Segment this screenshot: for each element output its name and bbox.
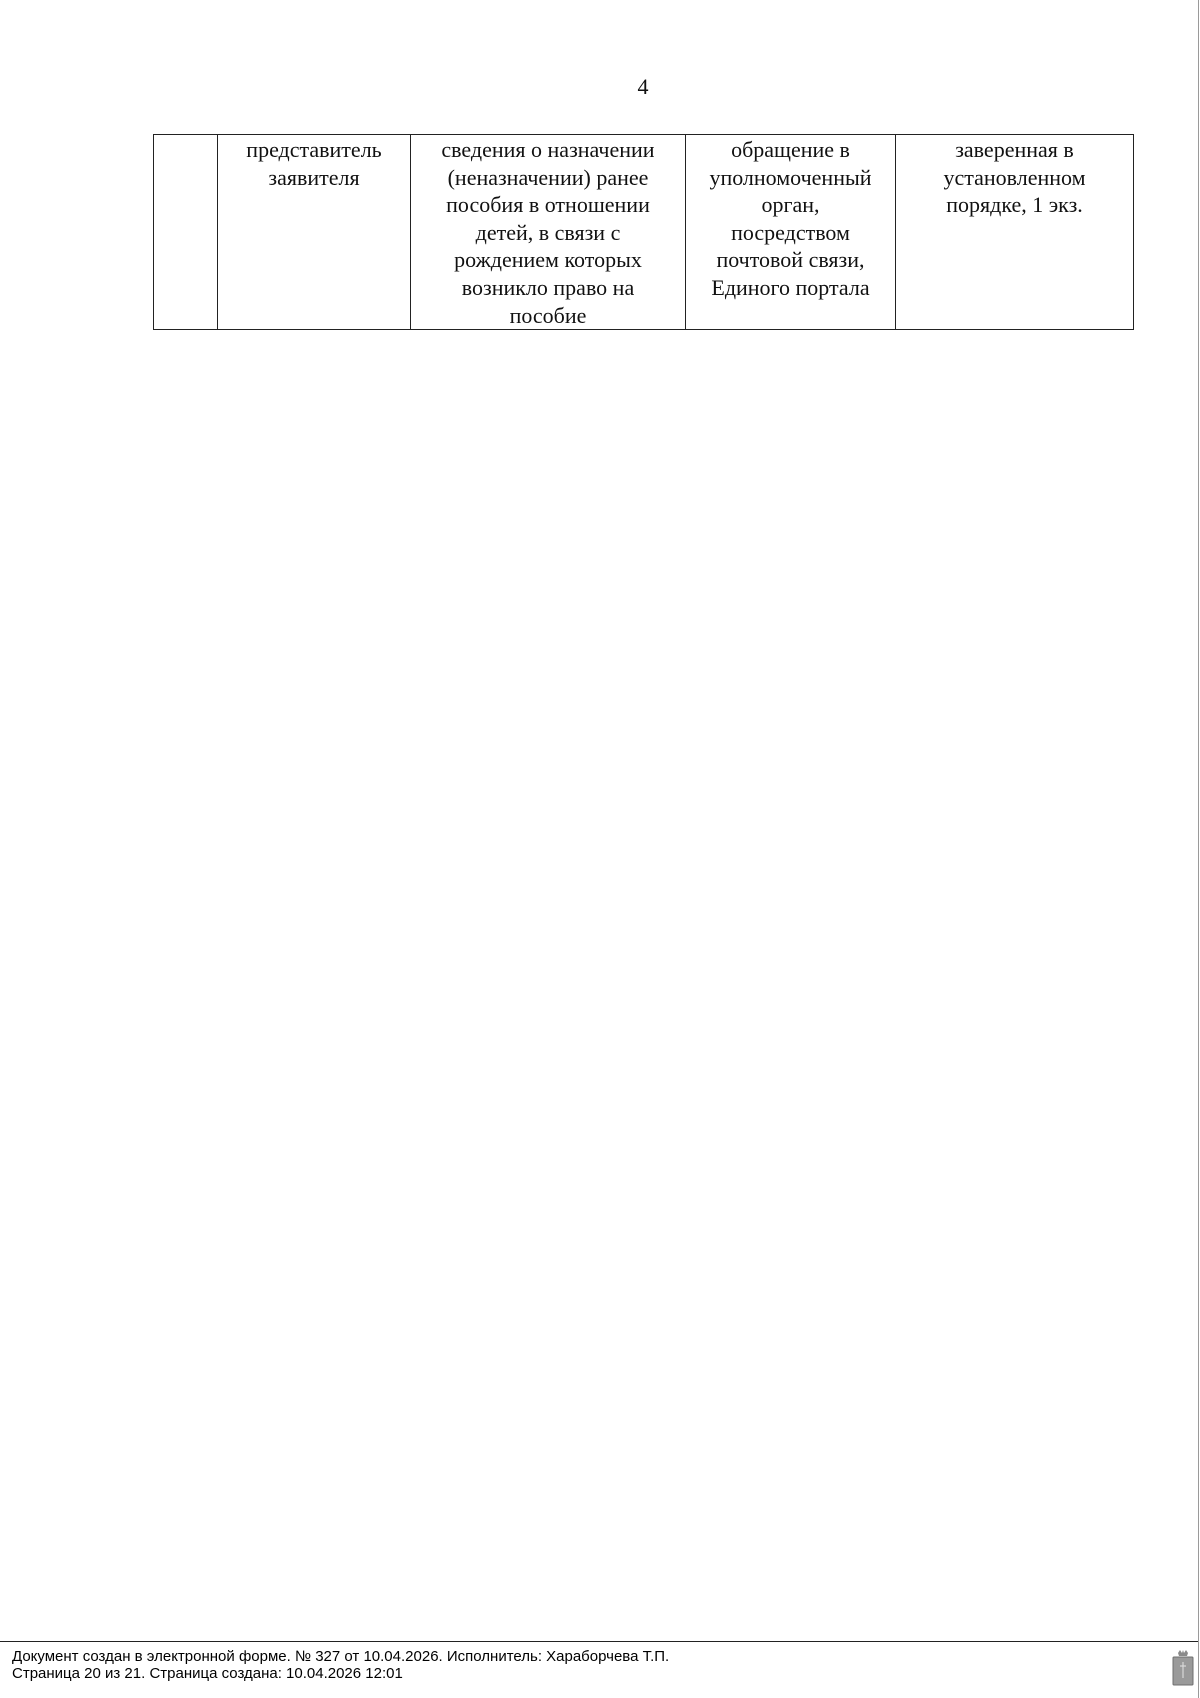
table-cell-applicant: представитель заявителя [218, 135, 411, 330]
footer-document-info: Документ создан в электронной форме. № 327 от 10.04.2026. Исполнитель: Хараборчева Т.П. [12, 1648, 670, 1665]
page-edge [1198, 0, 1199, 1698]
footer [12, 1648, 669, 1682]
table-cell-information: сведения о назначении (неназначении) ранее пособия в отношении детей, в связи с рождением которых возникло право на пособие [411, 135, 686, 330]
table-row [154, 135, 1134, 330]
footer-divider [0, 1641, 1198, 1642]
table-cell-number [154, 135, 218, 330]
table-cell-submission-method: обращение в уполномоченный орган, посредством почтовой связи, Единого портала [686, 135, 896, 330]
page-number: 4 [637, 74, 649, 99]
table-cell-copy-form: заверенная в установленном порядке, 1 экз. [896, 135, 1134, 330]
coat-of-arms-icon [1172, 1650, 1194, 1686]
footer-page-info: Страница 20 из 21. Страница создана: 10.04.2026 12:01 [12, 1665, 403, 1682]
document-table [153, 134, 1134, 330]
